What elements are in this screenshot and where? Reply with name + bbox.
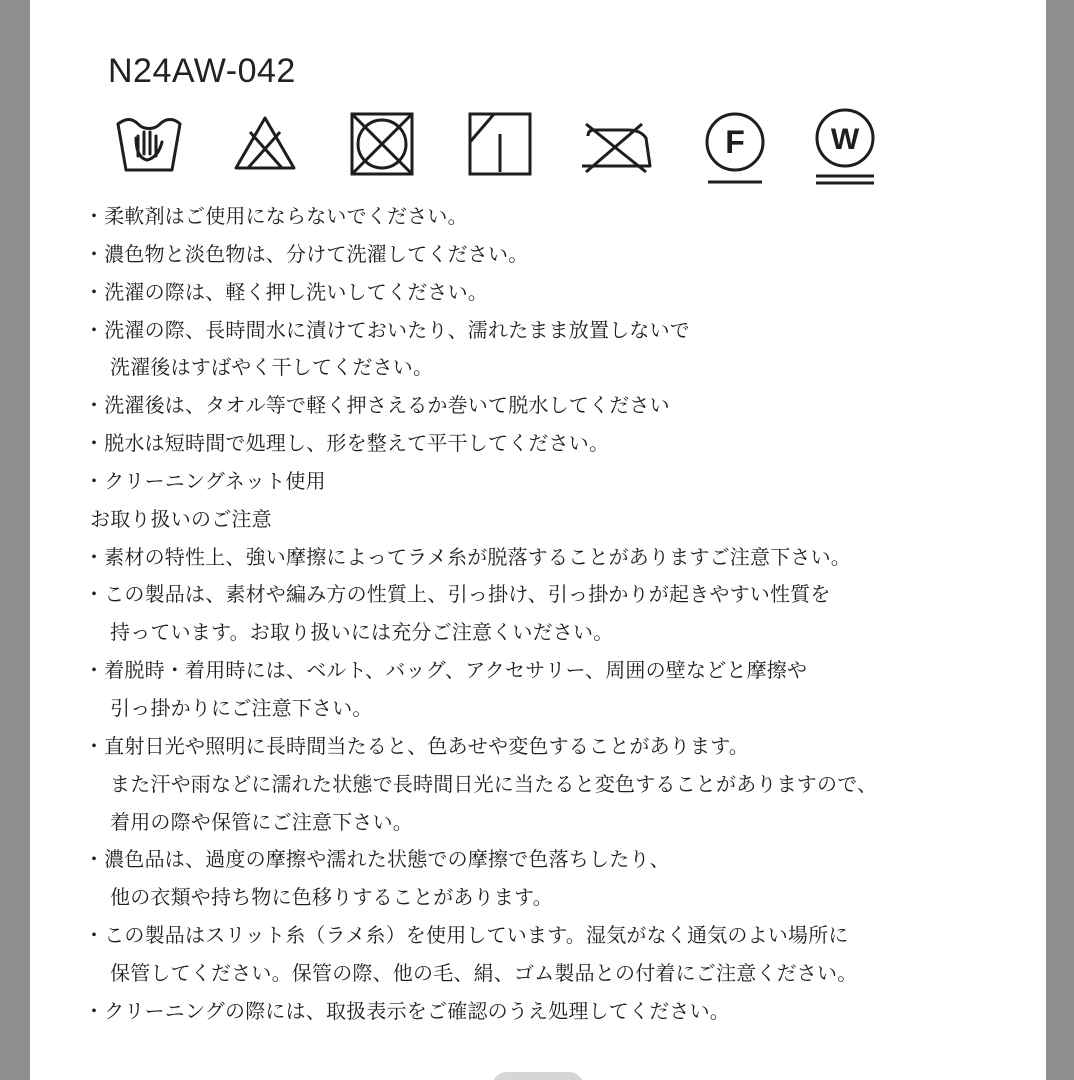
- handling-note-continuation: 持っています。お取り扱いには充分ご注意くいださい。: [110, 620, 614, 645]
- care-notes: [84, 198, 1034, 1031]
- washing-note: ・洗濯の際、長時間水に漬けておいたり、濡れたまま放置しないで: [84, 317, 690, 342]
- product-code: N24AW-042: [108, 52, 296, 90]
- no-bleach-icon: [230, 108, 300, 180]
- washing-note: ・脱水は短時間で処理し、形を整えて平干してください。: [84, 431, 610, 456]
- care-symbols-row: [114, 108, 894, 188]
- washing-note: ・クリーニングネット使用: [84, 468, 326, 493]
- care-label-sheet: [30, 0, 1046, 1080]
- professional-dry-clean-f-icon: [700, 108, 770, 188]
- no-tumble-dry-icon: [346, 108, 418, 180]
- handling-note: ・着脱時・着用時には、ベルト、バッグ、アクセサリー、周囲の壁などと摩擦や: [84, 658, 808, 683]
- washing-note: ・柔軟剤はご使用にならないでください。: [84, 204, 468, 228]
- handling-note: ・直射日光や照明に長時間当たると、色あせや変色することがあります。: [84, 733, 749, 758]
- washing-note: ・洗濯の際は、軽く押し洗いしてください。: [84, 279, 488, 304]
- washing-note: ・洗濯後は、タオル等で軽く押さえるか巻いて脱水してください: [84, 393, 670, 418]
- wet-clean-letter: W: [830, 123, 860, 156]
- handling-note: ・この製品は、素材や編み方の性質上、引っ掛け、引っ掛かりが起きやすい性質を: [84, 582, 831, 607]
- handling-note: ・この製品はスリット糸（ラメ糸）を使用しています。湿気がなく通気のよい場所に: [84, 923, 849, 948]
- handling-note: ・素材の特性上、強い摩擦によってラメ糸が脱落することがありますご注意下さい。: [84, 544, 851, 569]
- washing-note: ・濃色物と淡色物は、分けて洗濯してください。: [84, 241, 529, 266]
- scroll-handle[interactable]: [492, 1072, 584, 1080]
- handling-heading: お取り扱いのご注意: [90, 506, 272, 531]
- line-dry-shade-icon: [464, 108, 536, 180]
- no-iron-icon: [576, 108, 656, 180]
- handling-note-continuation: 他の衣類や持ち物に色移りすることがあります。: [110, 885, 553, 910]
- dry-clean-letter: F: [725, 124, 745, 160]
- handling-note-continuation: 着用の際や保管にご注意下さい。: [110, 809, 413, 834]
- washing-note-continuation: 洗濯後はすばやく干してください。: [110, 355, 434, 380]
- hand-wash-icon: [114, 108, 184, 180]
- handling-note: ・クリーニングの際には、取扱表示をご確認のうえ処理してください。: [84, 998, 730, 1023]
- handling-note-continuation: 引っ掛かりにご注意下さい。: [110, 695, 373, 720]
- professional-wet-clean-w-icon: [810, 108, 880, 188]
- handling-note-continuation: 保管してください。保管の際、他の毛、絹、ゴム製品との付着にご注意ください。: [110, 960, 858, 985]
- handling-note-continuation: また汗や雨などに濡れた状態で長時間日光に当たると変色することがありますので、: [110, 771, 878, 796]
- handling-note: ・濃色品は、過度の摩擦や濡れた状態での摩擦で色落ちしたり、: [84, 847, 670, 872]
